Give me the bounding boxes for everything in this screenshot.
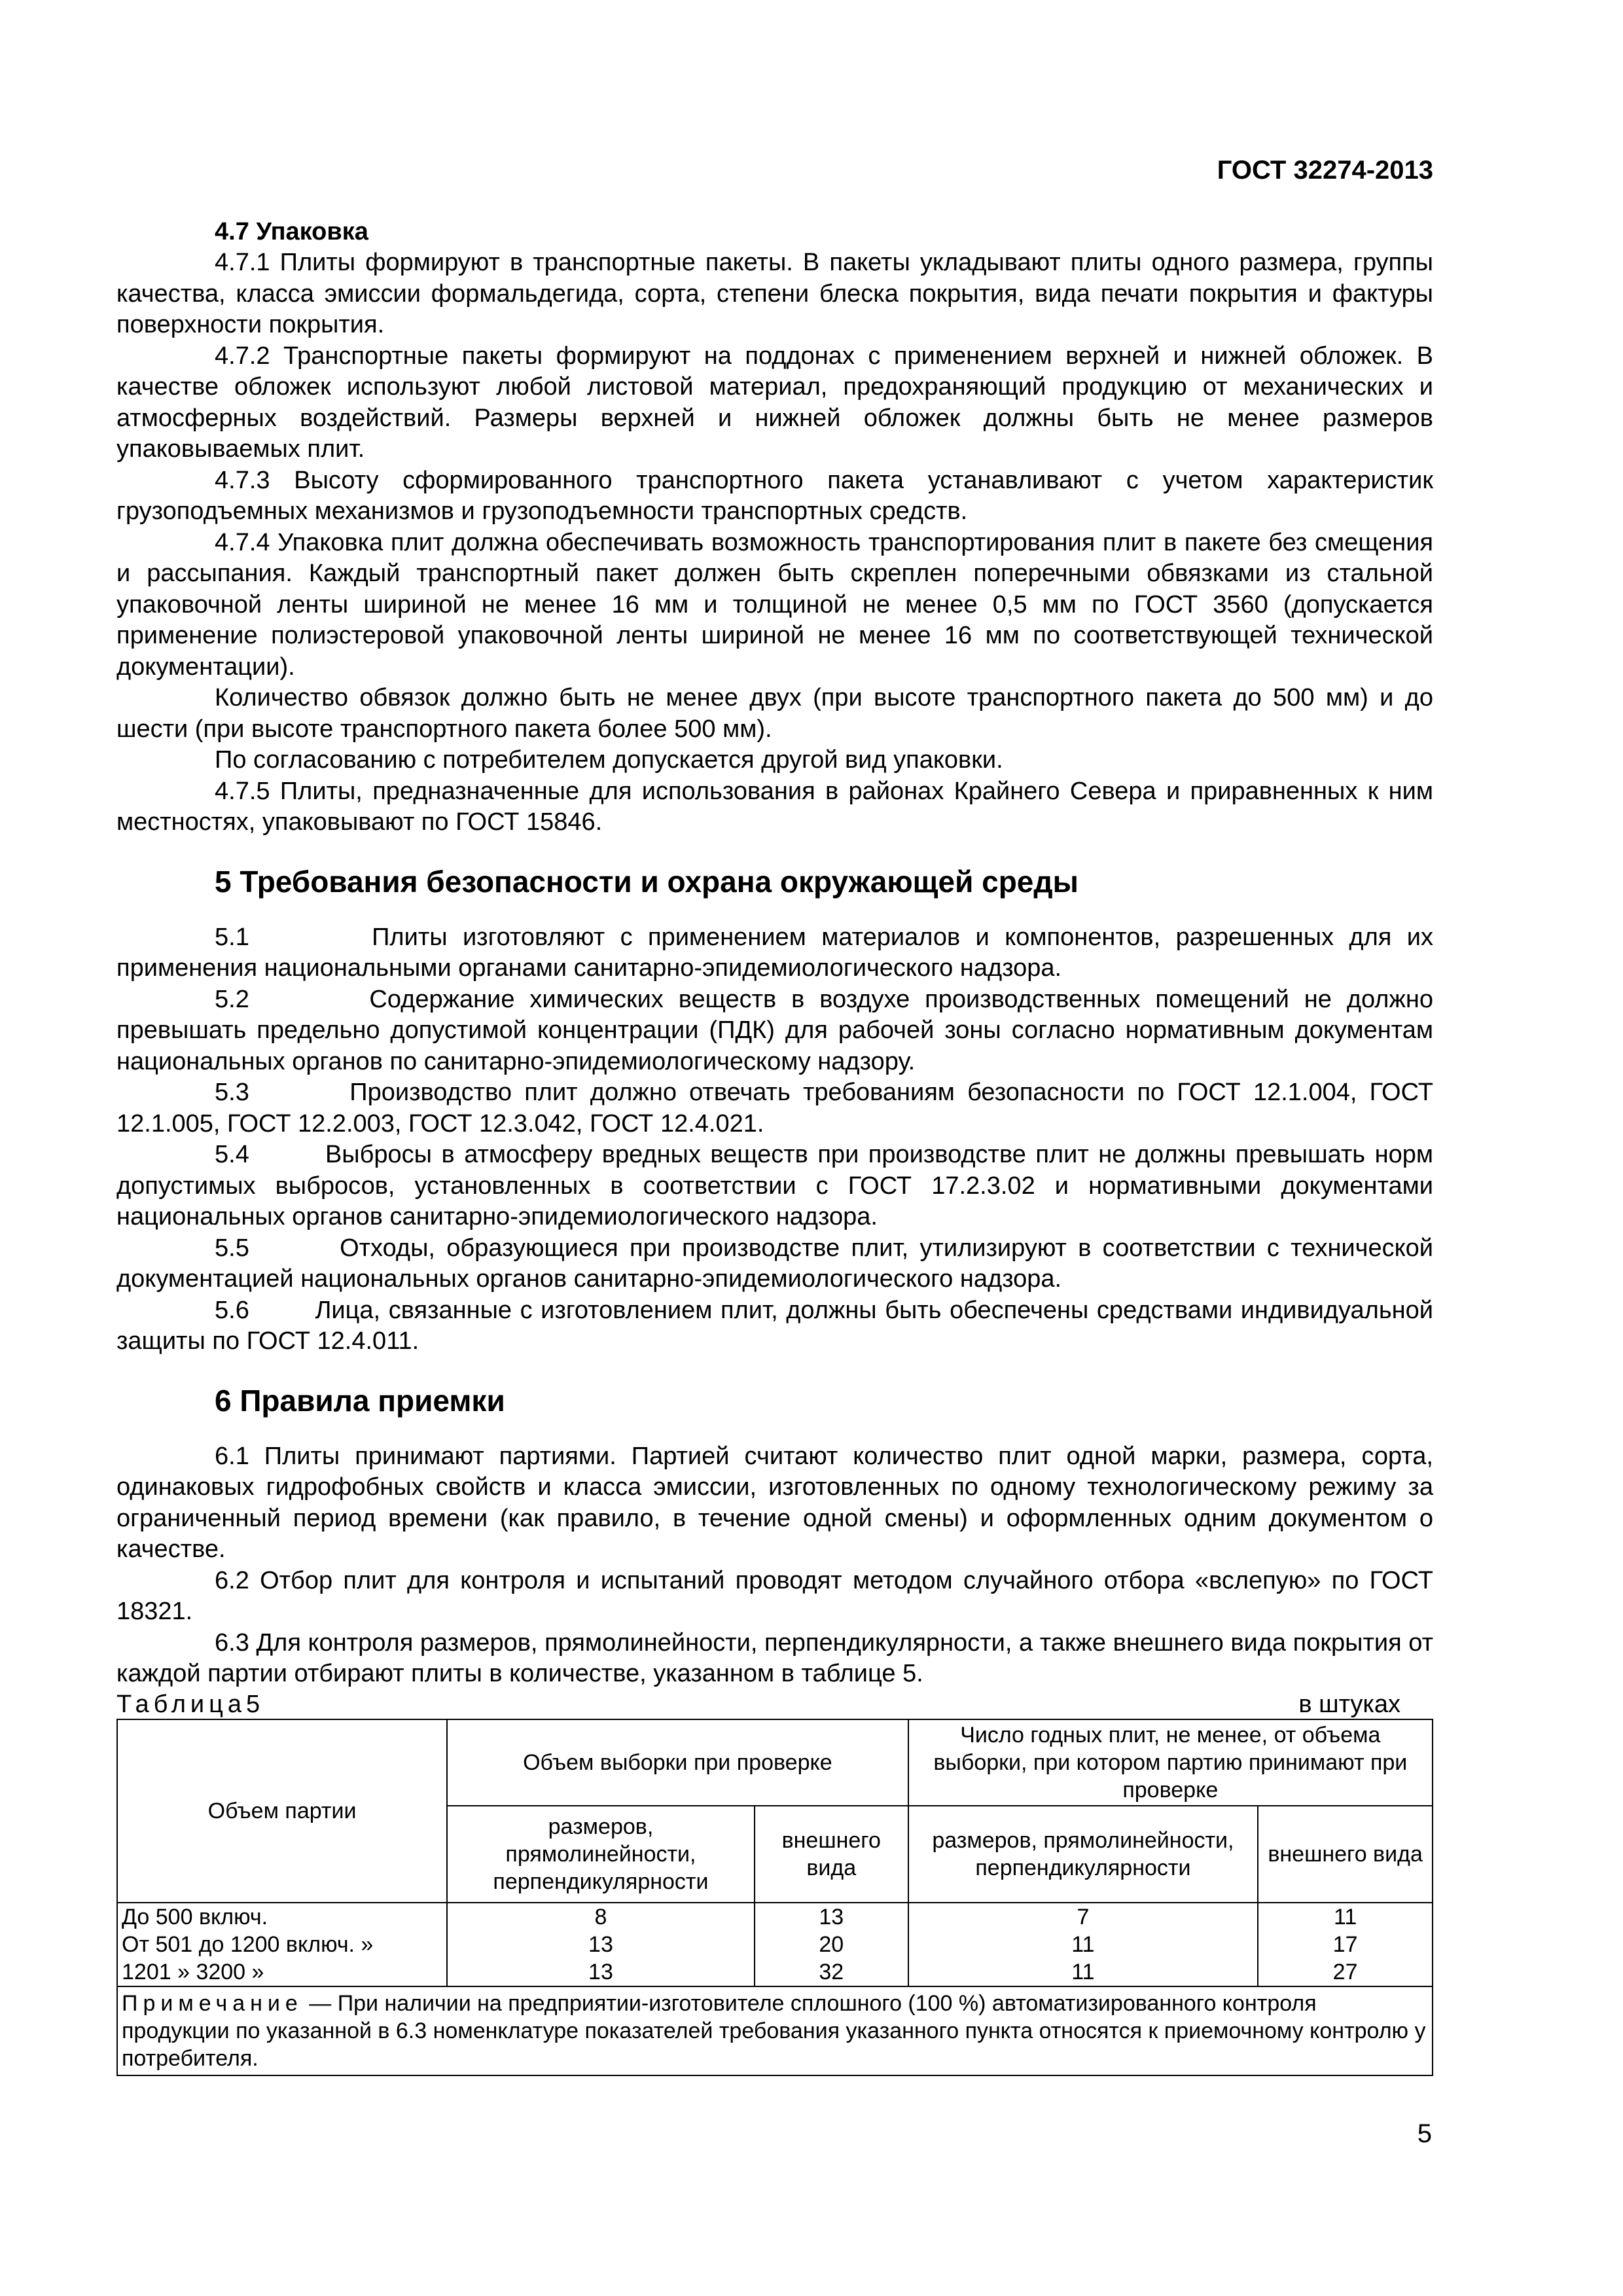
header-good-ext: внешнего вида (1258, 1806, 1433, 1903)
page-number: 5 (1417, 2119, 1432, 2148)
cell-value: 11 (1258, 1903, 1433, 1931)
header-batch: Объем партии (117, 1719, 447, 1903)
table-units: в штуках (1298, 1690, 1400, 1718)
header-good-dims: размеров, прямолинейности, перпендикулярности (908, 1806, 1258, 1903)
paragraph: 4.7.5 Плиты, предназначенные для использования в районах Крайнего Севера и приравненных к ним местностях, упаковывают по ГОСТ 15846. (116, 777, 1433, 836)
table-note (117, 1986, 1433, 2075)
page-content (116, 216, 1440, 2076)
cell-value: 8 (447, 1903, 755, 1931)
note-label: Примечание (122, 1990, 303, 2016)
table-row (117, 1903, 1433, 1931)
paragraph: 6.2 Отбор плит для контроля и испытаний проводят методом случайного отбора «вслепую» по ГОСТ 18321. (116, 1566, 1433, 1625)
cell-batch: 1201 » 3200 » (117, 1958, 447, 1986)
table-row (117, 1931, 1433, 1958)
header-good: Число годных плит, не менее, от объема выборки, при котором партию принимают при проверке (908, 1719, 1433, 1806)
paragraph: 5.4 Выбросы в атмосферу вредных веществ при производстве плит не должны превышать норм допустимых выбросов, установленных в соответствии с ГОСТ 17.2.3.02 и нормативными документами национальных органов санитарно-эпидемиологического надзора. (116, 1141, 1440, 1230)
cell-value: 20 (755, 1931, 908, 1958)
table-caption-row (116, 1690, 1433, 1719)
cell-value: 17 (1258, 1931, 1433, 1958)
paragraph: 6.3 Для контроля размеров, прямолинейности, перпендикулярности, а также внешнего вида покрытия от каждой партии отбирают плиты в количестве, указанном в таблице 5. (116, 1628, 1433, 1687)
document-id: ГОСТ 32274-2013 (1217, 156, 1433, 185)
paragraph: 5.1 Плиты изготовляют с применением материалов и компонентов, разрешенных для их применения национальными органами санитарно-эпидемиологического надзора. (116, 923, 1440, 982)
cell-batch: До 500 включ. (117, 1903, 447, 1931)
header-sample-ext: внешнего вида (755, 1806, 908, 1903)
cell-value: 27 (1258, 1958, 1433, 1986)
paragraph: 5.3 Производство плит должно отвечать требованиям безопасности по ГОСТ 12.1.004, ГОСТ 12.1.005, ГОСТ 12.2.003, ГОСТ 12.3.042, ГОСТ 12.4.021. (116, 1079, 1440, 1138)
paragraph: 4.7.4 Упаковка плит должна обеспечивать возможность транспортирования плит в пакете без смещения и рассыпания. Каждый транспортный пакет должен быть скреплен поперечными обвязками из стальной упаковочной ленты шириной не менее 16 мм и толщиной не менее 0,5 мм по ГОСТ 3560 (допускается применение полиэстеровой упаковочной ленты шириной не менее 16 мм по соответствующей технической документации). (116, 528, 1433, 681)
paragraph: Количество обвязок должно быть не менее двух (при высоте транспортного пакета до 500 мм) и до шести (при высоте транспортного пакета более 500 мм). (116, 684, 1433, 743)
paragraph: 4.7.3 Высоту сформированного транспортного пакета устанавливают с учетом характеристик грузоподъемных механизмов и грузоподъемности транспортных средств. (116, 466, 1433, 525)
paragraph: 6.1 Плиты принимают партиями. Партией считают количество плит одной марки, размера, сорта, одинаковых гидрофобных свойств и класса эмиссии, изготовленных по одному технологическому режиму за ограниченный период времени (как правило, в течение одной смены) и оформленных одним документом о качестве. (116, 1442, 1433, 1563)
cell-value: 11 (908, 1958, 1258, 1986)
header-sample: Объем выборки при проверке (447, 1719, 908, 1806)
cell-value: 32 (755, 1958, 908, 1986)
note-text: — При наличии на предприятии-изготовителе сплошного (100 %) автоматизированного контроля продукции по указанной в 6.3 номенклатуре показателей требования указанного пункта относятся к приемочному контролю у потребителя. (122, 1990, 1426, 2071)
cell-value: 11 (908, 1931, 1258, 1958)
cell-value: 13 (447, 1931, 755, 1958)
paragraph: По согласованию с потребителем допускается другой вид упаковки. (215, 746, 1003, 774)
cell-value: 7 (908, 1903, 1258, 1931)
header-sample-dims: размеров, прямолинейности, перпендикулярности (447, 1806, 755, 1903)
table-label: Таблица5 (116, 1690, 265, 1718)
paragraph: 5.5 Отходы, образующиеся при производстве плит, утилизируют в соответствии с технической документацией национальных органов санитарно-эпидемиологического надзора. (116, 1234, 1440, 1293)
table-5 (116, 1719, 1433, 2076)
section-title-6: 6 Правила приемки (215, 1383, 505, 1418)
paragraph: 5.2 Содержание химических веществ в воздухе производственных помещений не должно превышать предельно допустимой концентрации (ПДК) для рабочей зоны согласно нормативным документам национальных органов по санитарно-эпидемиологическому надзору. (116, 985, 1440, 1075)
cell-value: 13 (447, 1958, 755, 1986)
section-title-5: 5 Требования безопасности и охрана окружающей среды (215, 864, 1079, 899)
paragraph: 4.7.1 Плиты формируют в транспортные пакеты. В пакеты укладывают плиты одного размера, группы качества, класса эмиссии формальдегида, сорта, степени блеска покрытия, вида печати покрытия и фактуры поверхности покрытия. (116, 249, 1433, 338)
cell-batch: От 501 до 1200 включ. » (117, 1931, 447, 1958)
paragraph: 5.6 Лица, связанные с изготовлением плит, должны быть обеспечены средствами индивидуальной защиты по ГОСТ 12.4.011. (116, 1296, 1440, 1355)
paragraph: 4.7.2 Транспортные пакеты формируют на поддонах с применением верхней и нижней обложек. В качестве обложек используют любой листовой материал, предохраняющий продукцию от механических и атмосферных воздействий. Размеры верхней и нижней обложек должны быть не менее размеров упаковываемых плит. (116, 342, 1433, 463)
table-row (117, 1958, 1433, 1986)
section-title-4-7: 4.7 Упаковка (215, 218, 368, 245)
cell-value: 13 (755, 1903, 908, 1931)
